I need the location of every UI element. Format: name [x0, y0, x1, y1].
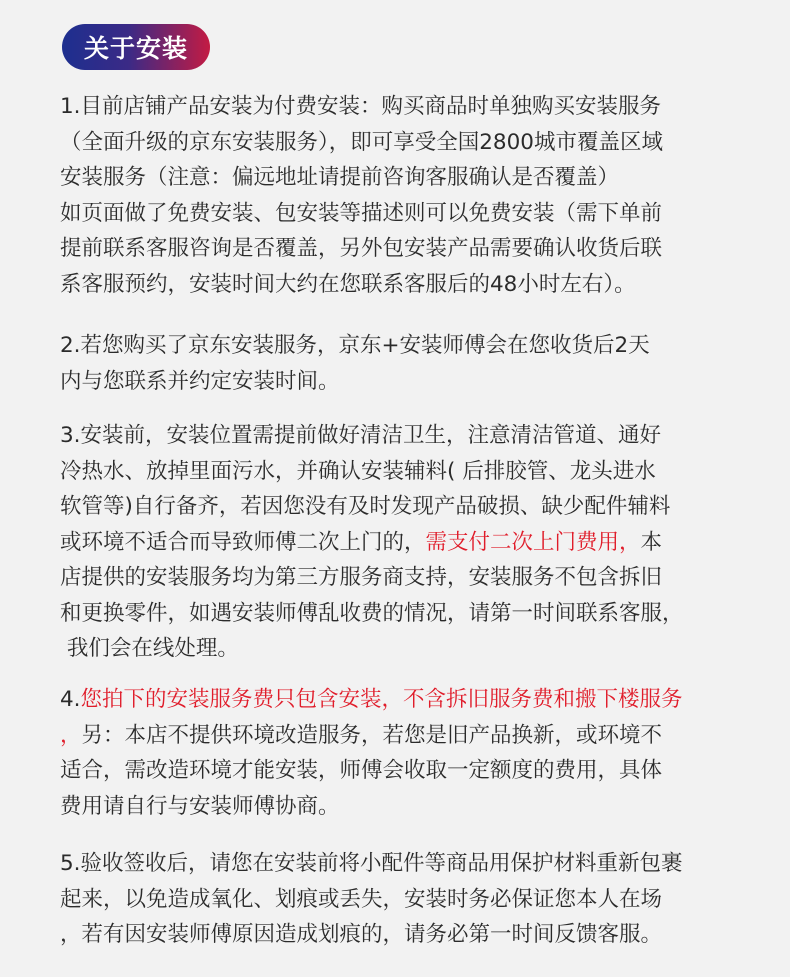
paragraph-line: 起来，以免造成氧化、划痕或丢失，安装时务必保证您本人在场: [60, 886, 663, 912]
paragraph-line: 软管等)自行备齐，若因您没有及时发现产品破损、缺少配件辅料: [60, 494, 671, 519]
paragraph-line-with-highlight: [60, 525, 760, 561]
page-title: 关于安装: [84, 34, 189, 63]
paragraph-line: 内与您联系并约定安装时间。: [60, 368, 340, 394]
paragraph-line-with-highlight: [60, 682, 760, 718]
paragraph-line: 如页面做了免费安装、包安装等描述则可以免费安装（需下单前: [60, 200, 663, 226]
section-2-jd-install-service: [60, 328, 760, 399]
section-1-prepaid-install: [60, 89, 760, 302]
paragraph-line: ，若有因安装师傅原因造成划痕的，请务必第一时间反馈客服。: [60, 922, 663, 947]
line-text: 本: [640, 529, 663, 555]
paragraph-line: 适合，需改造环境才能安装，师傅会收取一定额度的费用，具体: [60, 758, 663, 783]
paragraph-line: 5.验收签收后，请您在安装前将小配件等商品用保护材料重新包裹: [60, 851, 683, 876]
paragraph-line: （全面升级的京东安装服务），即可享受全国2800城市覆盖区域: [60, 129, 663, 155]
highlight-text: 您拍下的安装服务费只包含安装，不含拆旧服务费和搬下楼服务: [80, 687, 683, 712]
highlight-text: 需支付二次上门费用，: [425, 529, 641, 555]
paragraph-line: 2.若您购买了京东安装服务，京东+安装师傅会在您收货后2天: [60, 333, 650, 358]
paragraph-line: 3.安装前，安装位置需提前做好清洁卫生，注意清洁管道、通好: [60, 423, 662, 448]
paragraph-line: 1.目前店铺产品安装为付费安装：购买商品时单独购买安装服务: [60, 94, 662, 119]
paragraph-line: 安装服务（注意：偏远地址请提前咨询客服确认是否覆盖）: [60, 165, 620, 190]
highlight-text: ，: [60, 722, 82, 748]
line-text: 或环境不适合而导致师傅二次上门的，: [60, 529, 426, 555]
section-5-acceptance: [60, 846, 760, 953]
line-text: 4.: [60, 687, 81, 712]
paragraph-line: 和更换零件，如遇安装师傅乱收费的情况，请第一时间联系客服，: [60, 600, 684, 626]
line-text: 另：本店不提供环境改造服务，若您是旧产品换新，或环境不: [81, 722, 663, 748]
section-3-before-install: [60, 418, 760, 667]
paragraph-line: 店提供的安装服务均为第三方服务商支持，安装服务不包含拆旧: [60, 565, 663, 590]
paragraph-line: 系客服预约，安装时间大约在您联系客服后的48小时左右）。: [60, 271, 636, 297]
paragraph-line: 费用请自行与安装师傅协商。: [60, 793, 340, 819]
title-badge: [62, 24, 210, 70]
paragraph-line: 提前联系客服咨询是否覆盖，另外包安装产品需要确认收货后联: [60, 236, 663, 261]
paragraph-line: 我们会在线处理。: [60, 636, 239, 661]
paragraph-line: 冷热水、放掉里面污水，并确认安装辅料( 后排胶管、龙头进水: [60, 458, 656, 484]
paragraph-line-with-highlight: [60, 718, 760, 754]
section-4-service-fee: [60, 682, 760, 824]
